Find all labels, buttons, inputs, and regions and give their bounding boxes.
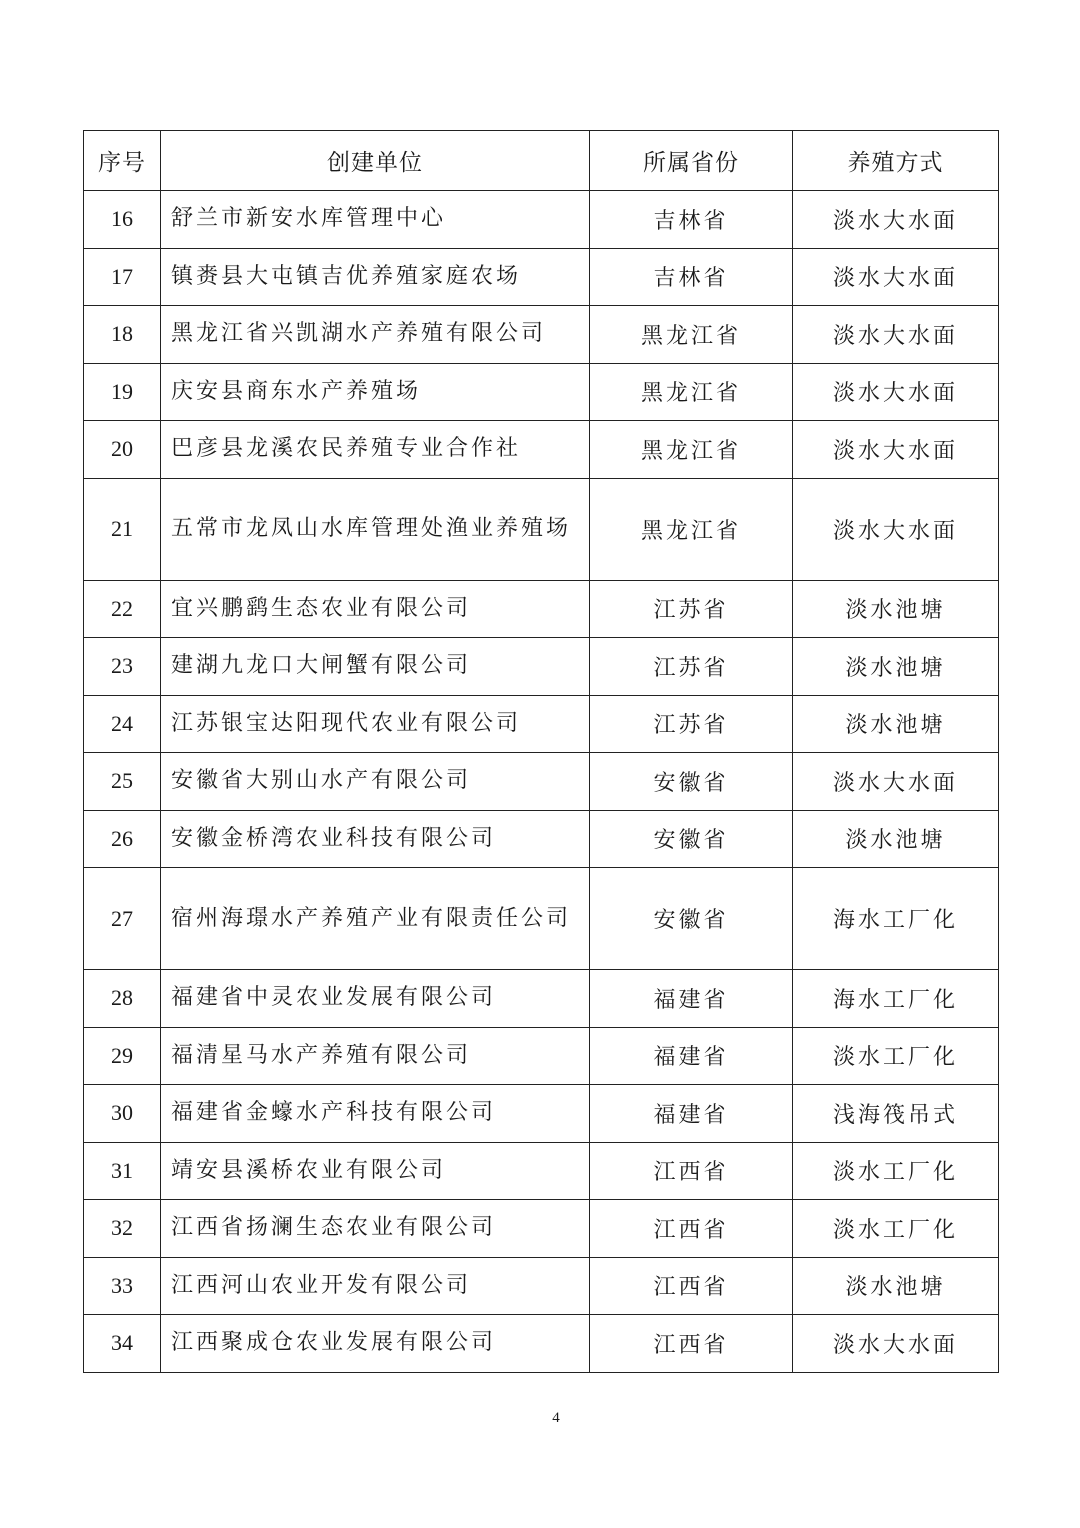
row-unit: 宜兴鹏鹞生态农业有限公司 bbox=[161, 580, 590, 638]
row-province: 江西省 bbox=[590, 1200, 793, 1258]
row-unit: 江西聚成仓农业发展有限公司 bbox=[161, 1315, 590, 1373]
row-num: 16 bbox=[84, 191, 161, 249]
row-num: 20 bbox=[84, 421, 161, 479]
row-province: 福建省 bbox=[590, 970, 793, 1028]
row-unit: 安徽省大别山水产有限公司 bbox=[161, 753, 590, 811]
row-province: 安徽省 bbox=[590, 810, 793, 868]
row-unit: 江西省扬澜生态农业有限公司 bbox=[161, 1200, 590, 1258]
row-mode: 海水工厂化 bbox=[793, 868, 999, 970]
row-mode: 淡水大水面 bbox=[793, 1315, 999, 1373]
row-mode: 淡水大水面 bbox=[793, 248, 999, 306]
row-mode: 淡水大水面 bbox=[793, 421, 999, 479]
row-province: 安徽省 bbox=[590, 753, 793, 811]
table-row bbox=[84, 638, 999, 696]
row-province: 安徽省 bbox=[590, 868, 793, 970]
row-unit: 福清星马水产养殖有限公司 bbox=[161, 1027, 590, 1085]
row-mode: 淡水池塘 bbox=[793, 1257, 999, 1315]
row-num: 24 bbox=[84, 695, 161, 753]
table-row bbox=[84, 970, 999, 1028]
row-unit: 宿州海璟水产养殖产业有限责任公司 bbox=[161, 868, 590, 970]
table-row bbox=[84, 1142, 999, 1200]
row-mode: 淡水池塘 bbox=[793, 810, 999, 868]
row-unit: 江西河山农业开发有限公司 bbox=[161, 1257, 590, 1315]
table-row bbox=[84, 1027, 999, 1085]
row-num: 21 bbox=[84, 478, 161, 580]
row-num: 18 bbox=[84, 306, 161, 364]
table-row bbox=[84, 1200, 999, 1258]
row-mode: 海水工厂化 bbox=[793, 970, 999, 1028]
row-unit: 福建省中灵农业发展有限公司 bbox=[161, 970, 590, 1028]
header-province: 所属省份 bbox=[590, 131, 793, 191]
table-row bbox=[84, 421, 999, 479]
table-row bbox=[84, 810, 999, 868]
row-mode: 淡水大水面 bbox=[793, 306, 999, 364]
row-unit: 镇赉县大屯镇吉优养殖家庭农场 bbox=[161, 248, 590, 306]
row-unit: 靖安县溪桥农业有限公司 bbox=[161, 1142, 590, 1200]
row-province: 江苏省 bbox=[590, 695, 793, 753]
farm-list-table bbox=[83, 130, 999, 1373]
row-province: 江苏省 bbox=[590, 580, 793, 638]
row-num: 19 bbox=[84, 363, 161, 421]
row-province: 江西省 bbox=[590, 1315, 793, 1373]
table-row bbox=[84, 363, 999, 421]
table-row bbox=[84, 306, 999, 364]
table-row bbox=[84, 248, 999, 306]
header-mode: 养殖方式 bbox=[793, 131, 999, 191]
row-unit: 巴彦县龙溪农民养殖专业合作社 bbox=[161, 421, 590, 479]
table-row bbox=[84, 695, 999, 753]
row-unit: 江苏银宝达阳现代农业有限公司 bbox=[161, 695, 590, 753]
row-mode: 浅海筏吊式 bbox=[793, 1085, 999, 1143]
row-unit: 五常市龙凤山水库管理处渔业养殖场 bbox=[161, 478, 590, 580]
row-mode: 淡水大水面 bbox=[793, 191, 999, 249]
row-province: 黑龙江省 bbox=[590, 363, 793, 421]
row-province: 江苏省 bbox=[590, 638, 793, 696]
table-row bbox=[84, 191, 999, 249]
row-num: 23 bbox=[84, 638, 161, 696]
row-mode: 淡水池塘 bbox=[793, 580, 999, 638]
page-number: 4 bbox=[552, 1410, 560, 1426]
row-num: 25 bbox=[84, 753, 161, 811]
row-province: 黑龙江省 bbox=[590, 421, 793, 479]
table-row bbox=[84, 478, 999, 580]
row-num: 33 bbox=[84, 1257, 161, 1315]
row-num: 34 bbox=[84, 1315, 161, 1373]
row-mode: 淡水大水面 bbox=[793, 363, 999, 421]
row-unit: 黑龙江省兴凯湖水产养殖有限公司 bbox=[161, 306, 590, 364]
row-province: 黑龙江省 bbox=[590, 306, 793, 364]
row-num: 17 bbox=[84, 248, 161, 306]
row-province: 福建省 bbox=[590, 1027, 793, 1085]
row-province: 吉林省 bbox=[590, 248, 793, 306]
row-num: 31 bbox=[84, 1142, 161, 1200]
row-province: 江西省 bbox=[590, 1142, 793, 1200]
table-row bbox=[84, 868, 999, 970]
row-unit: 安徽金桥湾农业科技有限公司 bbox=[161, 810, 590, 868]
row-province: 福建省 bbox=[590, 1085, 793, 1143]
table-row bbox=[84, 580, 999, 638]
row-province: 江西省 bbox=[590, 1257, 793, 1315]
row-unit: 舒兰市新安水库管理中心 bbox=[161, 191, 590, 249]
table-row bbox=[84, 1257, 999, 1315]
row-num: 22 bbox=[84, 580, 161, 638]
table-row bbox=[84, 1315, 999, 1373]
row-num: 29 bbox=[84, 1027, 161, 1085]
header-num: 序号 bbox=[84, 131, 161, 191]
row-unit: 建湖九龙口大闸蟹有限公司 bbox=[161, 638, 590, 696]
table-row bbox=[84, 1085, 999, 1143]
row-num: 28 bbox=[84, 970, 161, 1028]
row-mode: 淡水池塘 bbox=[793, 638, 999, 696]
row-num: 32 bbox=[84, 1200, 161, 1258]
row-mode: 淡水大水面 bbox=[793, 753, 999, 811]
table-row bbox=[84, 753, 999, 811]
row-num: 26 bbox=[84, 810, 161, 868]
row-mode: 淡水工厂化 bbox=[793, 1142, 999, 1200]
row-mode: 淡水工厂化 bbox=[793, 1200, 999, 1258]
header-unit: 创建单位 bbox=[161, 131, 590, 191]
row-province: 黑龙江省 bbox=[590, 478, 793, 580]
row-province: 吉林省 bbox=[590, 191, 793, 249]
row-num: 27 bbox=[84, 868, 161, 970]
row-num: 30 bbox=[84, 1085, 161, 1143]
row-unit: 庆安县商东水产养殖场 bbox=[161, 363, 590, 421]
table-header-row bbox=[84, 131, 999, 191]
row-mode: 淡水大水面 bbox=[793, 478, 999, 580]
row-mode: 淡水工厂化 bbox=[793, 1027, 999, 1085]
row-unit: 福建省金蠔水产科技有限公司 bbox=[161, 1085, 590, 1143]
row-mode: 淡水池塘 bbox=[793, 695, 999, 753]
